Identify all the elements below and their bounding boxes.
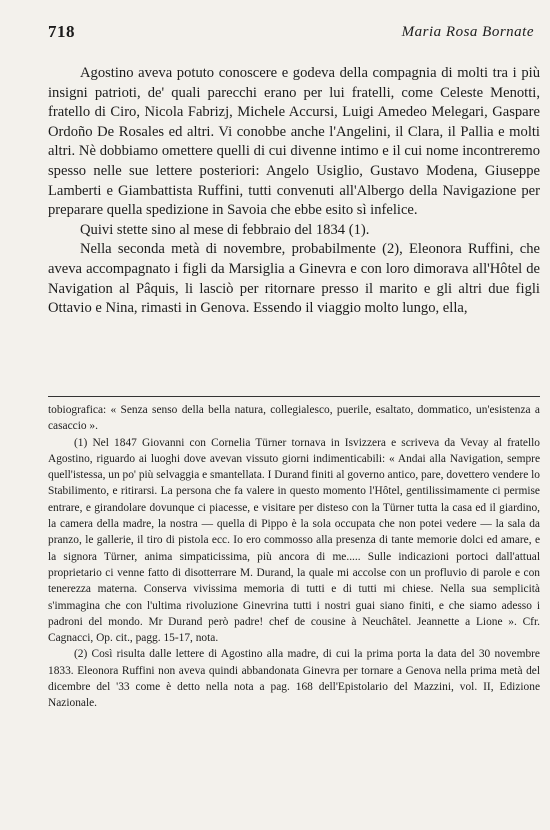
running-title: Maria Rosa Bornate	[401, 24, 534, 40]
footnote-1: (1) Nel 1847 Giovanni con Cornelia Türner tornava in Isvizzera e scriveva da Vevay al fratello Agostino, riguardo ai luoghi dove avevan vissuto giorni indimenticabili: « Andai alla Navigation, sempre quell'istessa, un po' più selvaggia e smantellata. I Durand finiti al governo antico, pare, dovettero vendere lo Stabilimento, e ritirarsi. La persona che fa valere in questo momento l'Hôtel, gentilissimamente ci permise entrare, e girandolare dovunque ci piacesse, e visitare per disteso con la Türner tutta la casa ed il giardino, la camera della madre, la nostra — quella di Pippo è la sola occupata che non potei vedere — la sala da pranzo, le gallerie, il tiro di pistola ecc. Io ero commosso alla presenza di tante memorie dolci ed amare, e la signora Türner, anima simpaticissima, più ancora di me..... Sulle indicazioni portoci dall'attual proprietario ci venne fatto di disotterrare M. Durand, la quale mi accolse con un profluvio di parole e con tenerezza materna. Conserva vivissima memoria di tutti e di tutti mi chiese. Nella sua semplicità s'immagina che con l'ultima rivoluzione Ginevrina tutti i nostri guai siano finiti, e che siamo adesso i padroni del mondo. Mr Durand però padre! chef de cousine à Neuchâtel. Jeannette a Lione ». Cfr. Cagnacci, Op. cit., pagg. 15-17, nota.	[48, 436, 540, 645]
footnote-divider	[48, 396, 540, 397]
paragraph: Agostino aveva potuto conoscere e godeva della compagnia di molti tra i più insigni patrioti, de' quali parecchi erano per lui fratelli, come Celeste Menotti, fratello di Ciro, Nicola Fabrizj, Michele Accursi, Luigi Amedeo Melegari, Gaspare Ordoño De Rosales ed altri. Vi conobbe anche l'Angelini, il Clara, il Pallia e molti altri. Nè dobbiamo omettere quelli di cui divenne intimo e il cui nome incontreremo spesso nelle sue lettere posteriori: Angelo Usiglio, Gustavo Modena, Giuseppe Lamberti e Giambattista Ruffini, tutti convenuti all'Albergo della Navigazione per preparare quella spedizione in Savoia che ebbe esito sì infelice.	[48, 65, 540, 219]
main-text	[48, 64, 540, 319]
footnote-2: (2) Così risulta dalle lettere di Agostino alla madre, di cui la prima porta la data del 30 novembre 1833. Eleonora Ruffini non aveva quindi abbandonata Ginevra per tornare a Genova nella prima metà del dicembre del '33 come è detto nella nota a pag. 168 dell'Epistolario del Mazzini, vol. II, Edizione Nazionale.	[48, 648, 540, 710]
page-header	[48, 14, 534, 44]
page-number: 718	[48, 22, 75, 41]
paragraph: Nella seconda metà di novembre, probabilmente (2), Eleonora Ruffini, che aveva accompagnato i figli da Marsiglia a Ginevra e con loro dimorava all'Hôtel de Navigation al Pâquis, li lasciò per ritornare presso il marito e gli altri due figli Ottavio e Nina, rimasti in Genova. Essendo il viaggio molto lungo, ella,	[48, 241, 540, 317]
footnotes	[48, 402, 540, 712]
paragraph: Quivi stette sino al mese di febbraio del 1834 (1).	[80, 221, 370, 238]
footnote-continuation: tobiografica: « Senza senso della bella natura, collegialesco, puerile, esaltato, dommatico, un'esistenza a casaccio ».	[48, 404, 540, 433]
